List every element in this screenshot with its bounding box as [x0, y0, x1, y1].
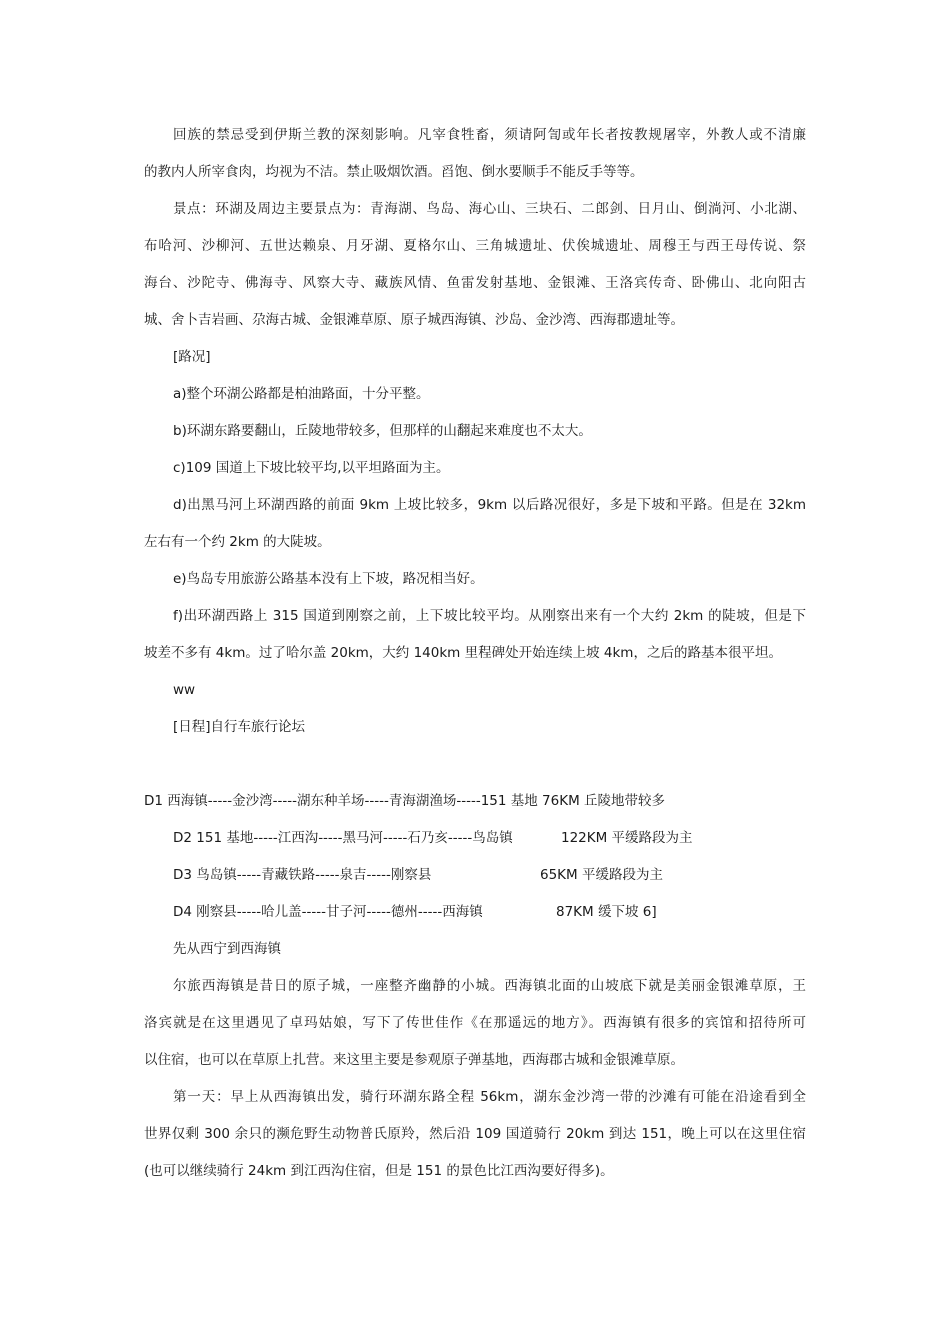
paragraph-line: 世界仅剩 300 余只的濒危野生动物普氏原羚，然后沿 109 国道骑行 20km 到达 151，晚上可以在这里住宿	[144, 1126, 806, 1142]
paragraph-line: 以住宿，也可以在草原上扎营。来这里主要是参观原子弹基地，西海郡古城和金银滩草原。	[144, 1052, 684, 1068]
list-item-continued: 左右有一个约 2km 的大陡坡。	[144, 534, 331, 550]
itinerary-day-4-route: D4 刚察县-----哈儿盖-----甘子河-----德州-----西海镇	[173, 904, 483, 920]
list-item: a)整个环湖公路都是柏油路面，十分平整。	[173, 386, 430, 402]
list-item: e)鸟岛专用旅游公路基本没有上下坡，路况相当好。	[173, 571, 484, 587]
paragraph-line: 回族的禁忌受到伊斯兰教的深刻影响。凡宰食牲畜，须请阿訇或年长者按教规屠宰，外教人或不清廉	[173, 127, 806, 143]
paragraph-line: 洛宾就是在这里遇见了卓玛姑娘，写下了传世佳作《在那遥远的地方》。西海镇有很多的宾馆和招待所可	[144, 1015, 806, 1031]
section-heading: [路况]	[173, 349, 211, 365]
section-heading: [日程]自行车旅行论坛	[173, 719, 306, 735]
paragraph-line: 城、舍卜吉岩画、尕海古城、金银滩草原、原子城西海镇、沙岛、金沙湾、西海郡遗址等。	[144, 312, 684, 328]
paragraph-line: 先从西宁到西海镇	[173, 941, 281, 957]
list-item: d)出黑马河上环湖西路的前面 9km 上坡比较多，9km 以后路况很好，多是下坡和平路。但是在 32km	[173, 497, 806, 513]
paragraph-line: 布哈河、沙柳河、五世达赖泉、月牙湖、夏格尔山、三角城遗址、伏俟城遗址、周穆王与西王母传说、祭	[144, 238, 806, 254]
itinerary-day-4-distance: 87KM 缓下坡 6]	[556, 904, 657, 920]
list-item: b)环湖东路要翻山，丘陵地带较多，但那样的山翻起来难度也不太大。	[173, 423, 592, 439]
itinerary-day-1: D1 西海镇-----金沙湾-----湖东种羊场-----青海湖渔场-----151 基地 76KM 丘陵地带较多	[144, 793, 666, 809]
paragraph-line: ww	[173, 682, 196, 698]
itinerary-day-2-distance: 122KM 平缓路段为主	[561, 830, 693, 846]
paragraph-line: 尔旅西海镇是昔日的原子城，一座整齐幽静的小城。西海镇北面的山坡底下就是美丽金银滩草原，王	[173, 978, 806, 994]
itinerary-day-3-distance: 65KM 平缓路段为主	[540, 867, 663, 883]
itinerary-day-3-route: D3 鸟岛镇-----青藏铁路-----泉吉-----刚察县	[173, 867, 432, 883]
paragraph-line: 第一天：早上从西海镇出发，骑行环湖东路全程 56km，湖东金沙湾一带的沙滩有可能在沿途看到全	[173, 1089, 806, 1105]
paragraph-line: 的教内人所宰食肉，均视为不洁。禁止吸烟饮酒。舀饱、倒水要顺手不能反手等等。	[144, 164, 644, 180]
paragraph-line: 海台、沙陀寺、佛海寺、风察大寺、藏族风情、鱼雷发射基地、金银滩、王洛宾传奇、卧佛山、北向阳古	[144, 275, 806, 291]
itinerary-day-2-route: D2 151 基地-----江西沟-----黑马河-----石乃亥-----鸟岛镇	[173, 830, 513, 846]
list-item-continued: 坡差不多有 4km。过了哈尔盖 20km，大约 140km 里程碑处开始连续上坡 4km，之后的路基本很平坦。	[144, 645, 782, 661]
paragraph-line: 景点：环湖及周边主要景点为：青海湖、鸟岛、海心山、三块石、二郎剑、日月山、倒淌河、小北湖、	[173, 201, 806, 217]
list-item: f)出环湖西路上 315 国道到刚察之前，上下坡比较平均。从刚察出来有一个大约 2km 的陡坡，但是下	[173, 608, 806, 624]
paragraph-line: (也可以继续骑行 24km 到江西沟住宿，但是 151 的景色比江西沟要好得多)。	[144, 1163, 614, 1179]
list-item: c)109 国道上下坡比较平均,以平坦路面为主。	[173, 460, 450, 476]
